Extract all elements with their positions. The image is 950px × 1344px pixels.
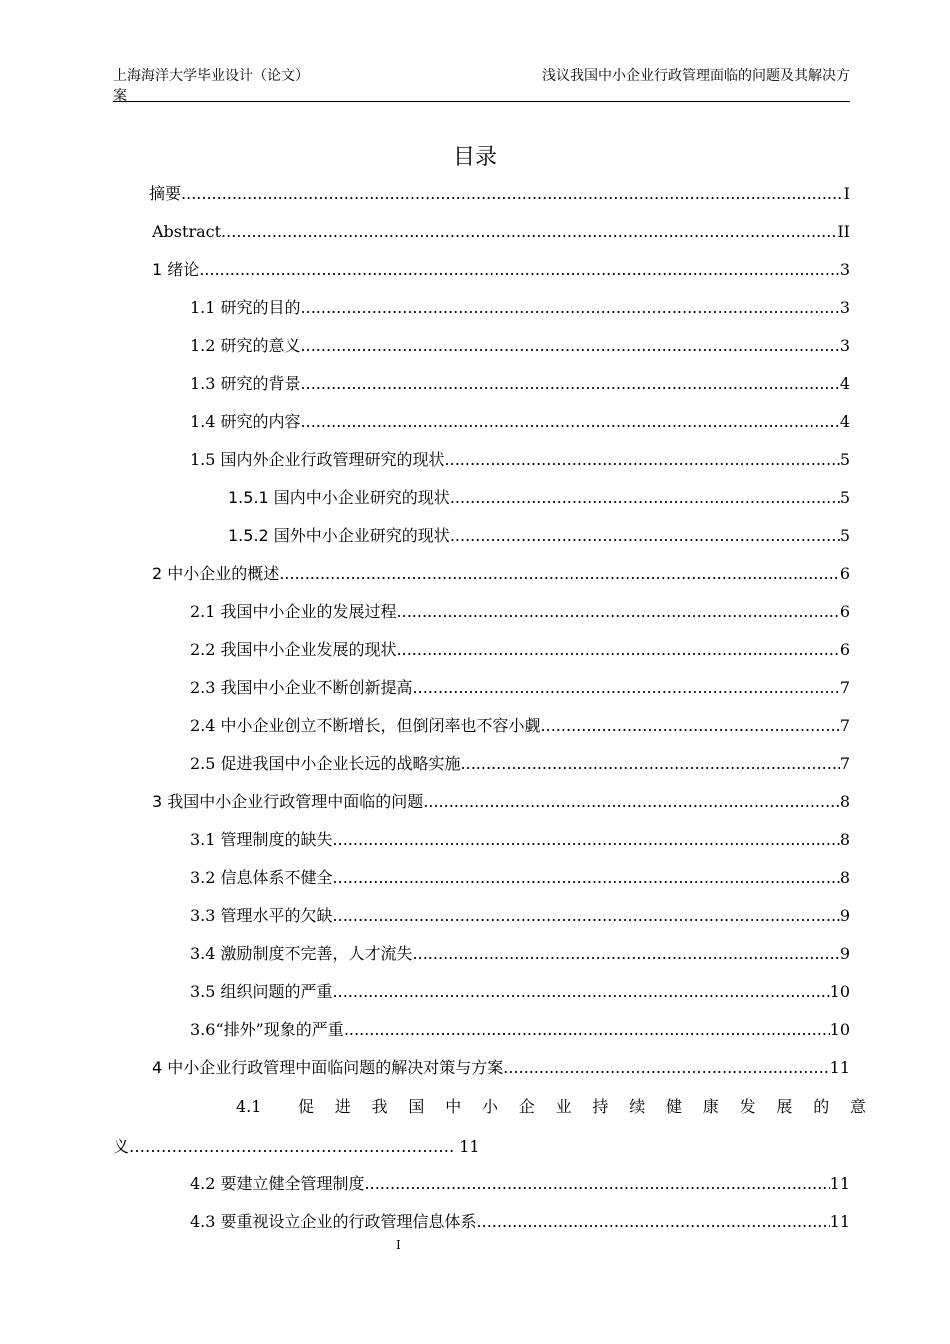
toc-entry[interactable]: 2.4 中小企业创立不断增长，但倒闭率也不容小觑 ..... 7 — [190, 707, 850, 745]
page-number: I — [396, 1238, 401, 1252]
toc-entry-char: 的 — [813, 1097, 830, 1116]
toc-entry[interactable]: 1.1 研究的目的 ..... 3 — [190, 289, 850, 327]
toc-entry[interactable]: 2.5 促进我国中小企业长远的战略实施 ..... 7 — [190, 745, 850, 783]
header-left — [113, 66, 363, 106]
toc-entry-char: 康 — [702, 1097, 719, 1116]
toc-entry-char: 企 — [518, 1097, 535, 1116]
toc-title: 目录 — [452, 145, 497, 170]
toc-entry-char: 业 — [555, 1097, 572, 1116]
toc-entry-char: 我 — [371, 1097, 388, 1116]
toc-entry-continuation-text: 义…………………………………………………… — [113, 1137, 450, 1156]
toc-entry[interactable]: 3.3 管理水平的欠缺 ..... 9 — [190, 897, 850, 935]
toc-entry-char: 续 — [629, 1097, 646, 1116]
header-rule — [113, 101, 850, 102]
header-title-wrap: 案 — [113, 88, 127, 104]
toc-entry[interactable]: 4.3 要重视设立企业的行政管理信息体系 ..... 11 — [190, 1203, 850, 1241]
toc-entry-page: . 11 — [449, 1137, 480, 1156]
toc-entry[interactable]: 1.5.1 国内中小企业研究的现状 ..... 5 — [228, 479, 850, 517]
toc-entry[interactable]: Abstract ..... II — [152, 213, 850, 251]
toc-entry-char: 持 — [592, 1097, 609, 1116]
toc-entry[interactable]: 3 我国中小企业行政管理中面临的问题 ..... 8 — [152, 783, 850, 821]
toc-entry-char: 国 — [408, 1097, 425, 1116]
toc-entry[interactable]: 2.3 我国中小企业不断创新提高 ..... 7 — [190, 669, 850, 707]
toc-entry-char: 进 — [334, 1097, 351, 1116]
toc-entry-number: 4.1 — [236, 1097, 262, 1116]
toc-entry[interactable]: 3.4 激励制度不完善，人才流失 ..... 9 — [190, 935, 850, 973]
header-school: 上海海洋大学毕业设计（论文） — [113, 68, 309, 84]
toc-entry-char: 展 — [776, 1097, 793, 1116]
toc-entry-char: 中 — [445, 1097, 462, 1116]
toc-entry[interactable]: 3.5 组织问题的严重 ..... 10 — [190, 973, 850, 1011]
toc-entry-char: 意 — [850, 1097, 867, 1116]
toc-entry[interactable]: 2 中小企业的概述 ..... 6 — [152, 555, 850, 593]
toc-entry[interactable]: 1 绪论 ..... 3 — [152, 251, 850, 289]
toc-entry-char: 发 — [739, 1097, 756, 1116]
toc-entry-char: 健 — [666, 1097, 683, 1116]
toc-entry[interactable]: 3.6“排外”现象的严重 ..... 10 — [190, 1011, 850, 1049]
toc-entry[interactable]: 3.1 管理制度的缺失 ..... 8 — [190, 821, 850, 859]
toc-entry[interactable]: 1.5 国内外企业行政管理研究的现状 ..... 5 — [190, 441, 850, 479]
toc-entry[interactable]: 1.5.2 国外中小企业研究的现状 ..... 5 — [228, 517, 850, 555]
toc-entry[interactable]: 3.2 信息体系不健全 ..... 8 — [190, 859, 850, 897]
toc-entry-char: 促 — [298, 1097, 315, 1116]
header-right: 浅议我国中小企业行政管理面临的问题及其解决方 — [542, 68, 850, 84]
toc-entry[interactable]: 4 中小企业行政管理中面临问题的解决对策与方案 ..... 11 — [152, 1049, 850, 1087]
toc-entry-4-1-continuation — [113, 1131, 480, 1163]
toc-entry[interactable]: 1.4 研究的内容 ..... 4 — [190, 403, 850, 441]
toc-entry[interactable]: 2.1 我国中小企业的发展过程 ..... 6 — [190, 593, 850, 631]
toc-entry-4-1[interactable] — [236, 1091, 867, 1123]
toc-entry[interactable]: 1.3 研究的背景 ..... 4 — [190, 365, 850, 403]
toc-entry[interactable]: 4.2 要建立健全管理制度 ..... 11 — [190, 1165, 850, 1203]
toc-entry[interactable]: 摘要 ..... I — [149, 175, 850, 213]
toc-entry[interactable]: 1.2 研究的意义 ..... 3 — [190, 327, 850, 365]
toc-entry[interactable]: 2.2 我国中小企业发展的现状 ..... 6 — [190, 631, 850, 669]
toc-entry-char: 小 — [482, 1097, 499, 1116]
